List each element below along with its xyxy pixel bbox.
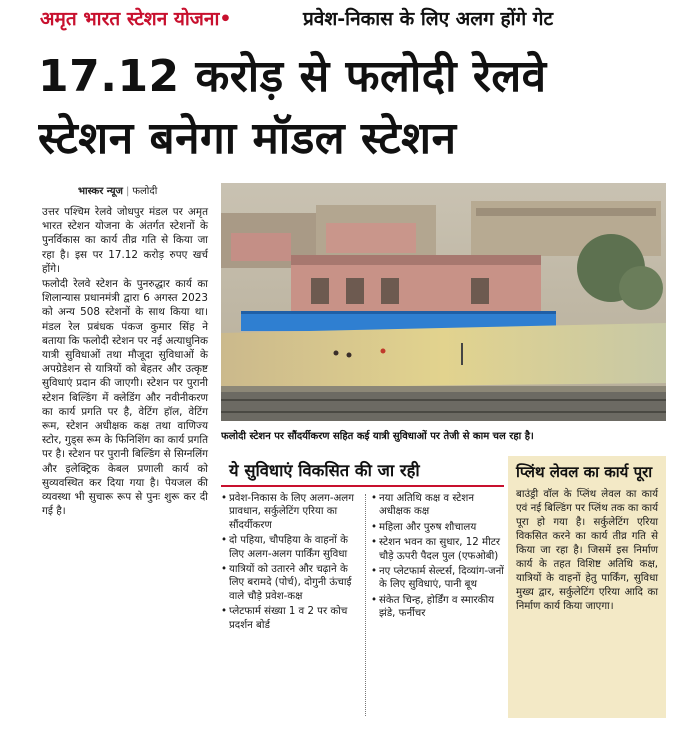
facilities-title: ये सुविधाएं विकसित की जा रही [221,452,504,487]
byline-place: फलोदी [132,186,158,197]
photo-illustration [221,183,666,421]
plinth-title: प्लिंथ लेवल का कार्य पूरा [516,463,653,481]
body-paragraph-1: उत्तर पश्चिम रेलवे जोधपुर मंडल पर अमृत भारत स्टेशन योजना के अंतर्गत स्टेशनों के पुनर्विकास का कार्य तीव्र गति से किया जा रहा है। इस पर 17.12 करोड़ रुपए खर्च होंगे। [42,206,208,275]
facilities-list-left [221,492,359,634]
list-item: • प्लेटफार्म संख्या 1 व 2 पर कोच प्रदर्शन बोर्ड [221,605,359,632]
headline-line-2: स्टेशन बनेगा मॉडल स्टेशन [38,113,457,164]
kicker-scheme-text: अमृत भारत स्टेशन योजना [40,8,220,30]
kicker-scheme [40,5,232,31]
kicker-subhead: प्रवेश-निकास के लिए अलग होंगे गेट [303,8,554,30]
list-item: • महिला और पुरुष शौचालय [371,521,509,534]
headline-line-1: 17.12 करोड़ से फलोदी रेलवे [38,51,547,102]
list-item: • संकेत चिन्ह, होर्डिंग व स्मारकीय झंडे, फर्नीचर [371,594,509,621]
facilities-box [221,452,504,720]
list-item: • स्टेशन भवन का सुधार, 12 मीटर चौड़े ऊपरी पैदल पुल (एफओबी) [371,536,509,563]
list-item: • नया अतिथि कक्ष व स्टेशन अधीक्षक कक्ष [371,492,509,519]
column-divider [365,494,366,716]
list-item: • नए प्लेटफार्म सेल्टर्स, दिव्यांग-जनों के लिए सुविधाएं, पानी बूथ [371,565,509,592]
photo-caption: फलोदी स्टेशन पर सौंदर्यीकरण सहित कई यात्री सुविधाओं पर तेजी से काम चल रहा है। [221,431,534,442]
kicker [0,0,674,38]
byline-separator: | [125,186,130,197]
facilities-list-right [371,492,509,623]
list-item: • दो पहिया, चौपहिया के वाहनों के लिए अलग-अलग पार्किंग सुविधा [221,534,359,561]
station-construction-photo [221,183,666,421]
list-item: • यात्रियों को उतारने और चढ़ाने के लिए बरामदे (पोर्च), दोगुनी ऊंचाई वाले चौड़े प्रवेश-कक्ष [221,563,359,603]
body-paragraph-2: फलोदी रेलवे स्टेशन के पुनरुद्धार कार्य का शिलान्यास प्रधानमंत्री द्वारा 6 अगस्त 2023 को अन्य 508 स्टेशनों के साथ किया था। मंडल रेल प्रबंधक पंकज कुमार सिंह ने बताया कि फलोदी स्टेशन पर नई अत्याधुनिक यात्री सुविधाओं तथा मौजूदा सुविधाओं के अपग्रेडेशन से यात्रियों को बेहतर और उत्कृष्ट सुविधाएं प्रदान की जाएगी। स्टेशन पर पुरानी स्टेशन बिल्डिंग में क्लेडिंग और नवीनीकरण का कार्य प्रगति पर है, वेटिंग हॉल, वेटिंग रूम, स्टेशन अधीक्षक कक्ष तथा वाणिज्य स्टोर, गुड्स रूम के फिनिशिंग का कार्य प्रगति पर है। स्टेशन पर पुरानी बिल्डिंग से सिग्नलिंग और इलेक्ट्रिक केबल प्रणाली कार्य को सुव्यवस्थित कर दिया गया है। पेयजल की व्यवस्था भी सुचारू रूप से पुनः शुरू कर दी गई है। [42,278,208,518]
list-item: • प्रवेश-निकास के लिए अलग-अलग प्रावधान, सर्कुलेटिंग एरिया का सौंदर्यीकरण [221,492,359,532]
plinth-text: बाउंड्री वॉल के प्लिंथ लेवल का कार्य एवं नई बिल्डिंग पर प्लिंथ तक का कार्य पूरा हो गया है। सर्कुलेटिंग एरिया विकसित करने का कार्य तीव्र गति से किया जा रहा है। जिसमें इस निर्माण कार्य के तहत विशिष्ट अतिथि कक्ष, यात्रियों के वाहनों हेतु पार्किंग, सुविधा मुख्य द्वार, सर्कुलेटिंग एरिया आदि का निर्माण कार्य किया जाएगा। [516,489,658,612]
kicker-bullet: • [219,8,232,30]
article-body [42,205,208,519]
plinth-sidebar [508,456,666,718]
byline [78,183,157,197]
byline-source: भास्कर न्यूज [78,186,123,197]
